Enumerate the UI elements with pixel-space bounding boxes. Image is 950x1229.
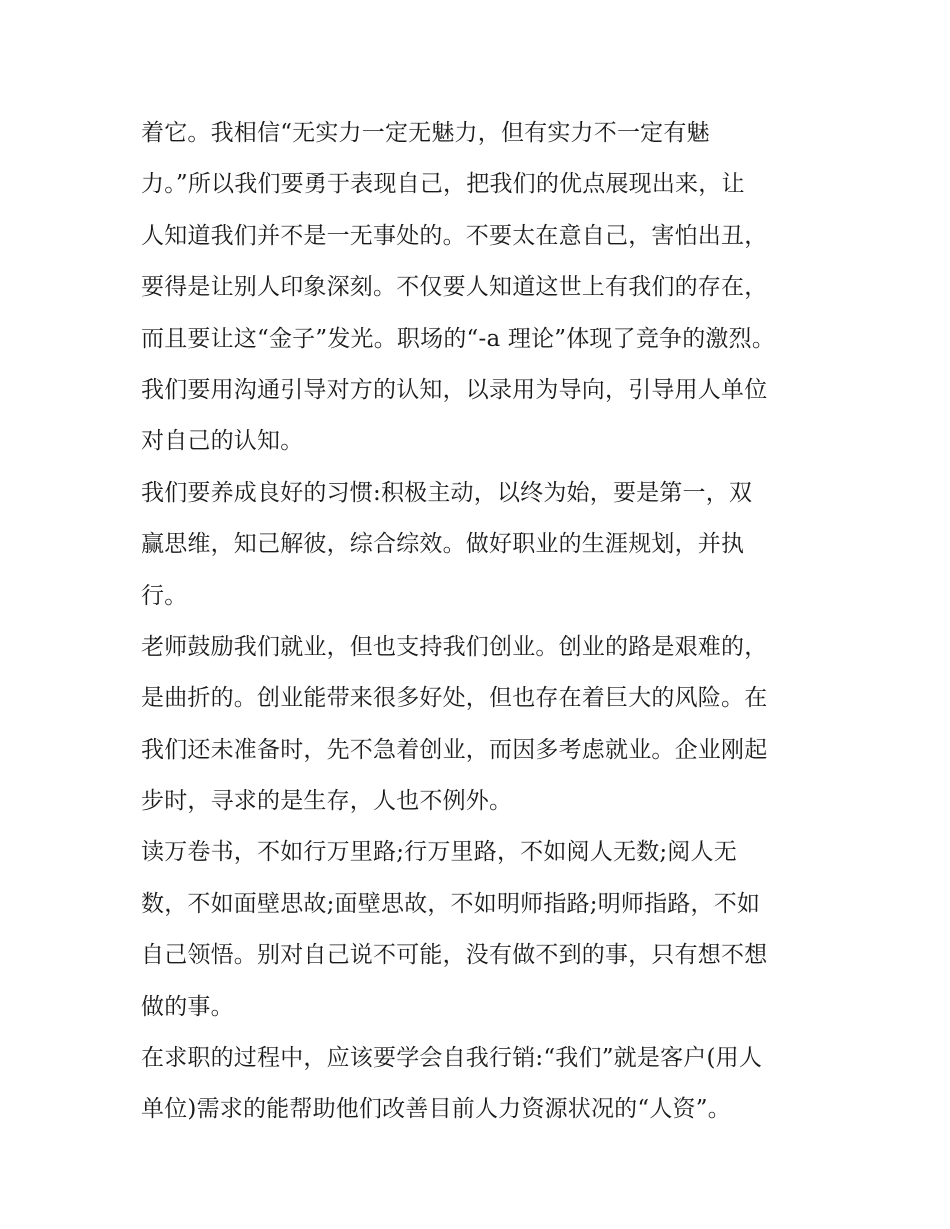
text-line: 而且要让这“金子”发光。职场的“-a 理论”体现了竞争的激烈。 <box>141 325 776 352</box>
text-line: 读万卷书，不如行万里路;行万里路，不如阅人无数;阅人无 <box>141 839 737 866</box>
text-line: 单位)需求的能帮助他们改善目前人力资源状况的“人资”。 <box>141 1096 731 1123</box>
text-line: 我们要养成良好的习惯:积极主动，以终为始，要是第一，双 <box>141 479 753 506</box>
text-line: 赢思维，知己解彼，综合综效。做好职业的生涯规划，并执 <box>141 531 745 558</box>
text-line: 着它。我相信“无实力一定无魅力，但有实力不一定有魅 <box>141 120 710 146</box>
text-line: 力。”所以我们要勇于表现自己，把我们的优点展现出来，让 <box>141 171 745 198</box>
text-line: 行。 <box>141 582 188 609</box>
body-text <box>141 108 821 1136</box>
text-line: 要得是让别人印象深刻。不仅要人知道这世上有我们的存在， <box>141 274 768 301</box>
text-line: 人知道我们并不是一无事处的。不要太在意自己，害怕出丑， <box>141 222 768 249</box>
text-line: 我们要用沟通引导对方的认知，以录用为导向，引导用人单位 <box>141 376 768 403</box>
text-line: 在求职的过程中，应该要学会自我行销:“我们”就是客户(用人 <box>141 1045 763 1072</box>
text-line: 自己领悟。别对自己说不可能，没有做不到的事，只有想不想 <box>141 942 768 969</box>
text-line: 对自己的认知。 <box>141 428 304 455</box>
text-line: 数，不如面壁思故;面壁思故，不如明师指路;明师指路，不如 <box>141 890 761 917</box>
text-line: 我们还未准备时，先不急着创业，而因多考虑就业。企业刚起 <box>141 736 768 763</box>
text-line: 老师鼓励我们就业，但也支持我们创业。创业的路是艰难的， <box>141 633 768 660</box>
text-line: 做的事。 <box>141 993 234 1020</box>
text-line: 是曲折的。创业能带来很多好处，但也存在着巨大的风险。在 <box>141 685 768 712</box>
text-line: 步时，寻求的是生存，人也不例外。 <box>141 788 513 815</box>
